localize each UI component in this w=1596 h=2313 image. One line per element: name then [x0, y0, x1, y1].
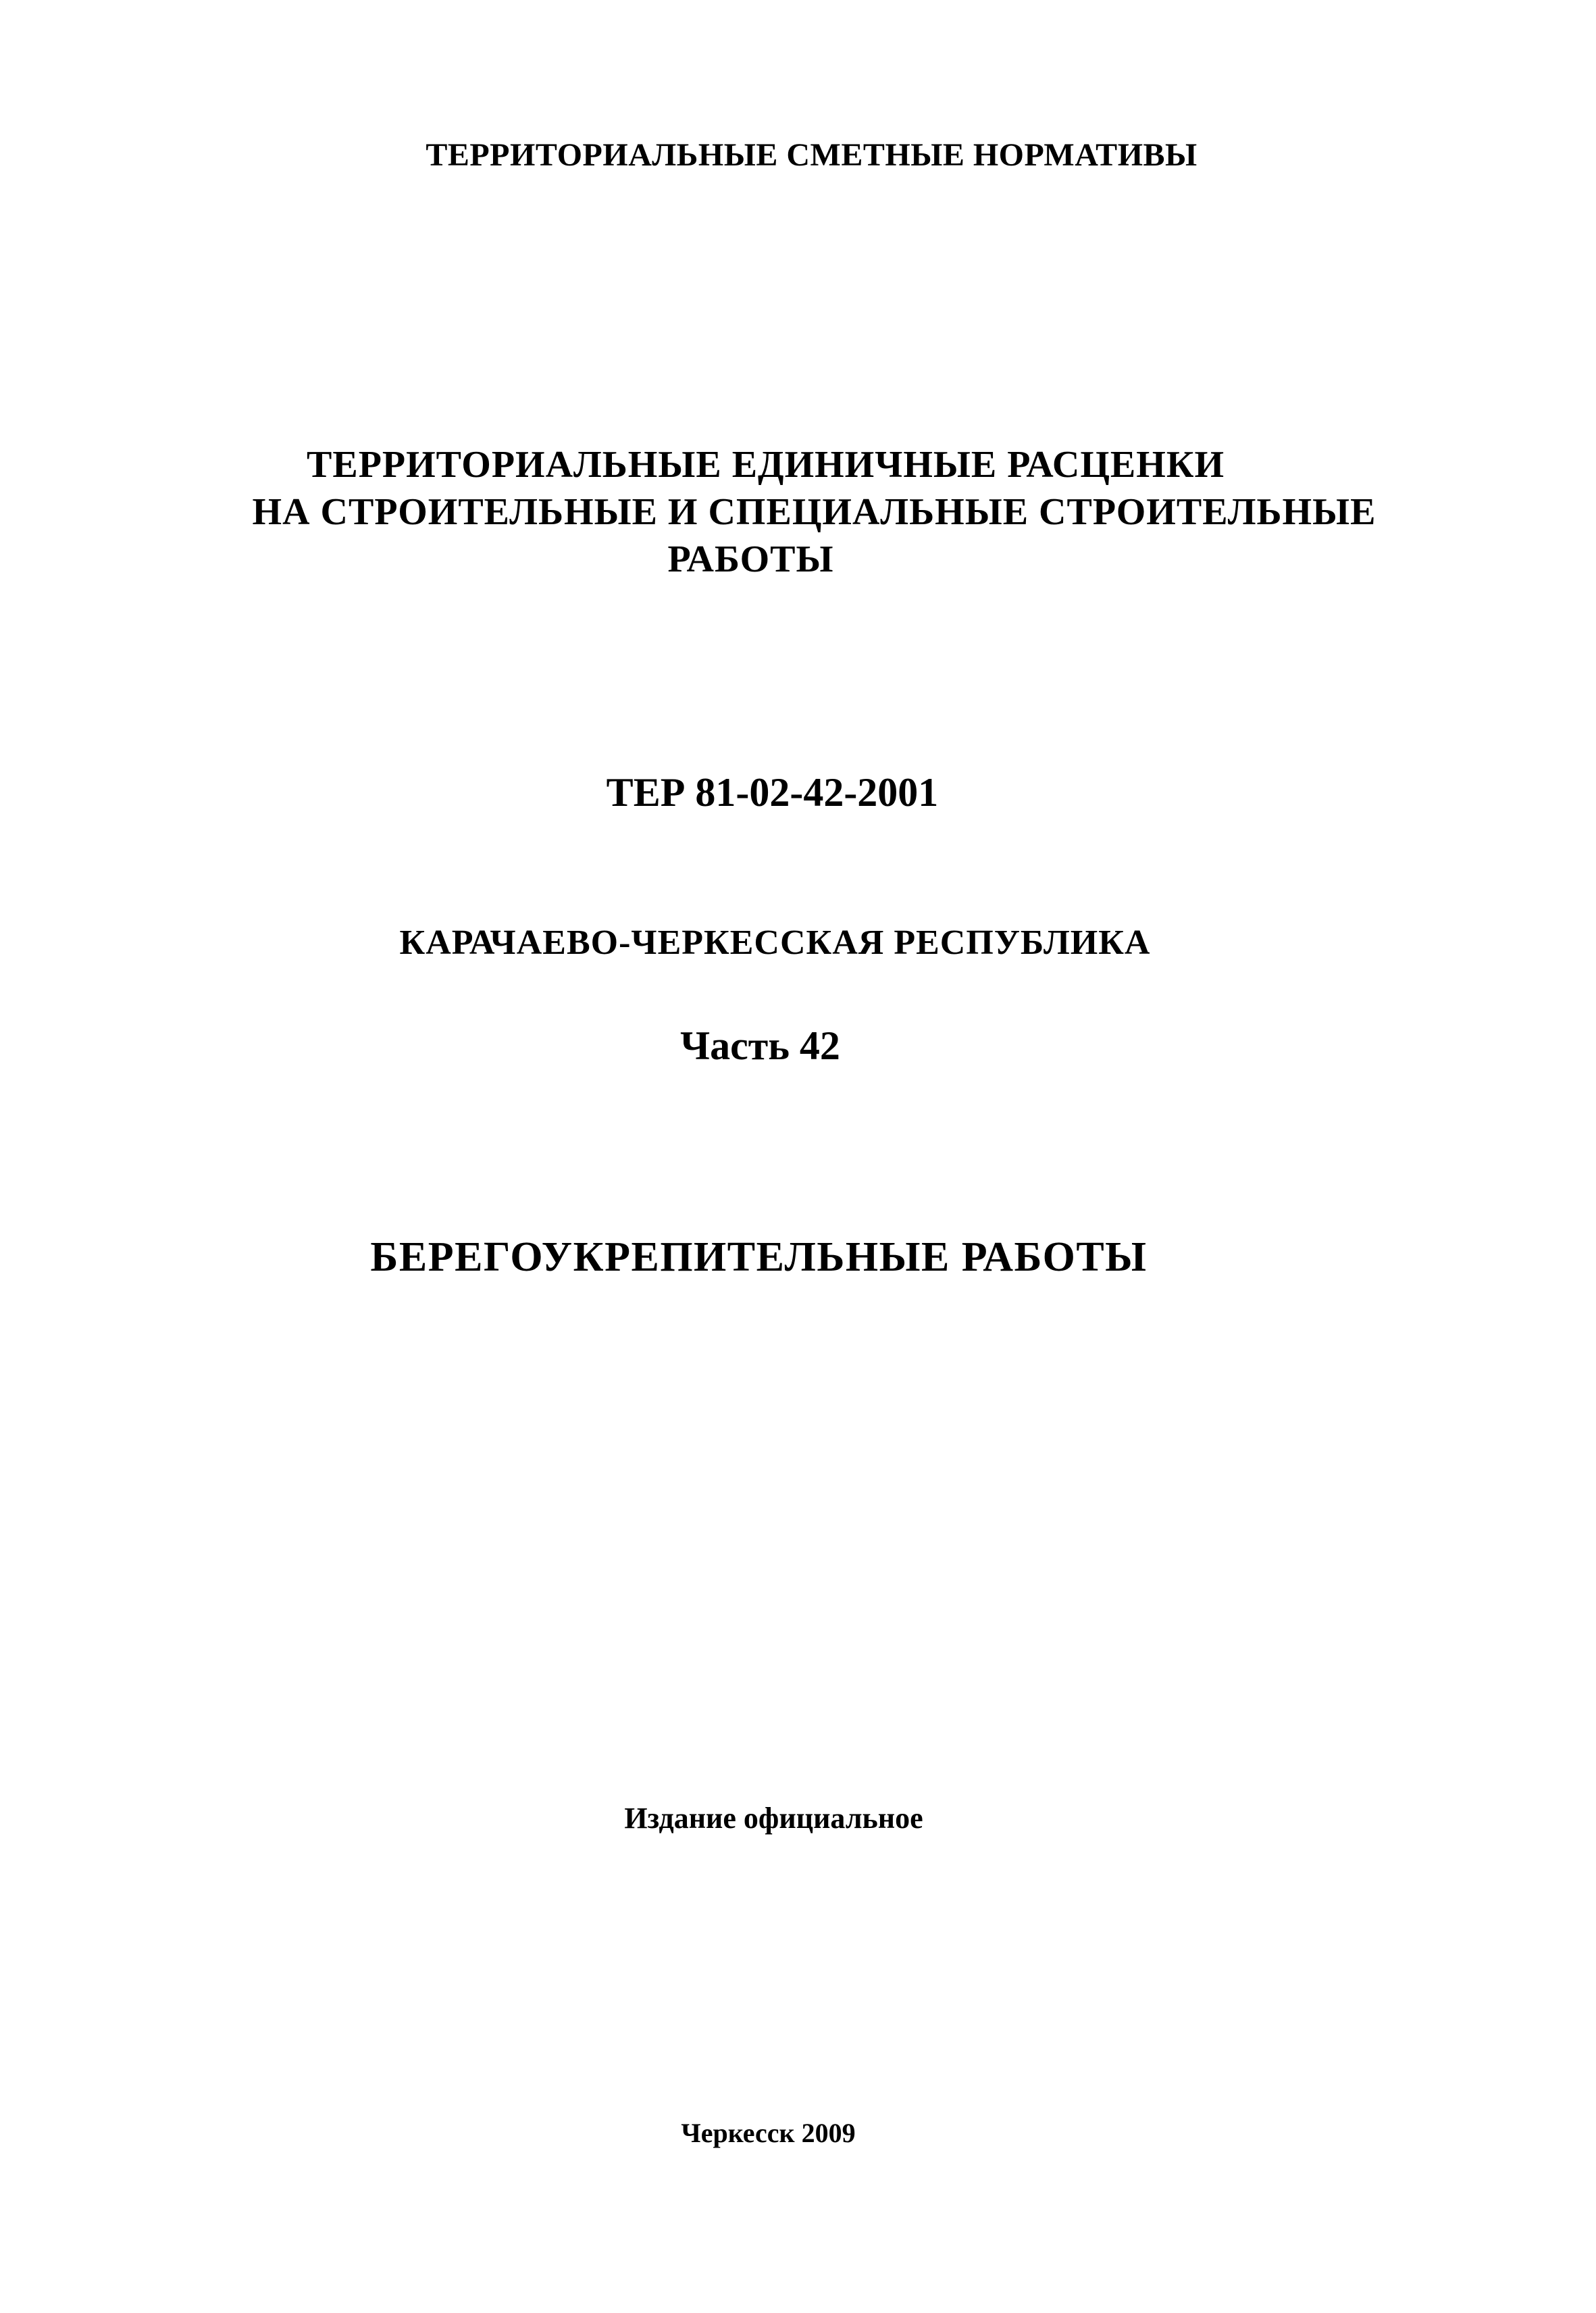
- main-title-line-3: РАБОТЫ: [667, 538, 834, 580]
- part-number: Часть 42: [680, 1023, 840, 1068]
- section-title: БЕРЕГОУКРЕПИТЕЛЬНЫЕ РАБОТЫ: [370, 1234, 1148, 1280]
- series-title: ТЕРРИТОРИАЛЬНЫЕ СМЕТНЫЕ НОРМАТИВЫ: [426, 137, 1198, 173]
- publication-place-year: Черкесск 2009: [681, 2118, 856, 2148]
- edition-note: Издание официальное: [624, 1802, 923, 1835]
- main-title-line-2: НА СТРОИТЕЛЬНЫЕ И СПЕЦИАЛЬНЫЕ СТРОИТЕЛЬНЫЕ: [252, 491, 1376, 533]
- document-code: ТЕР 81-02-42-2001: [606, 770, 939, 815]
- region-name: КАРАЧАЕВО-ЧЕРКЕССКАЯ РЕСПУБЛИКА: [399, 923, 1151, 962]
- main-title-line-1: ТЕРРИТОРИАЛЬНЫЕ ЕДИНИЧНЫЕ РАСЦЕНКИ: [306, 444, 1225, 486]
